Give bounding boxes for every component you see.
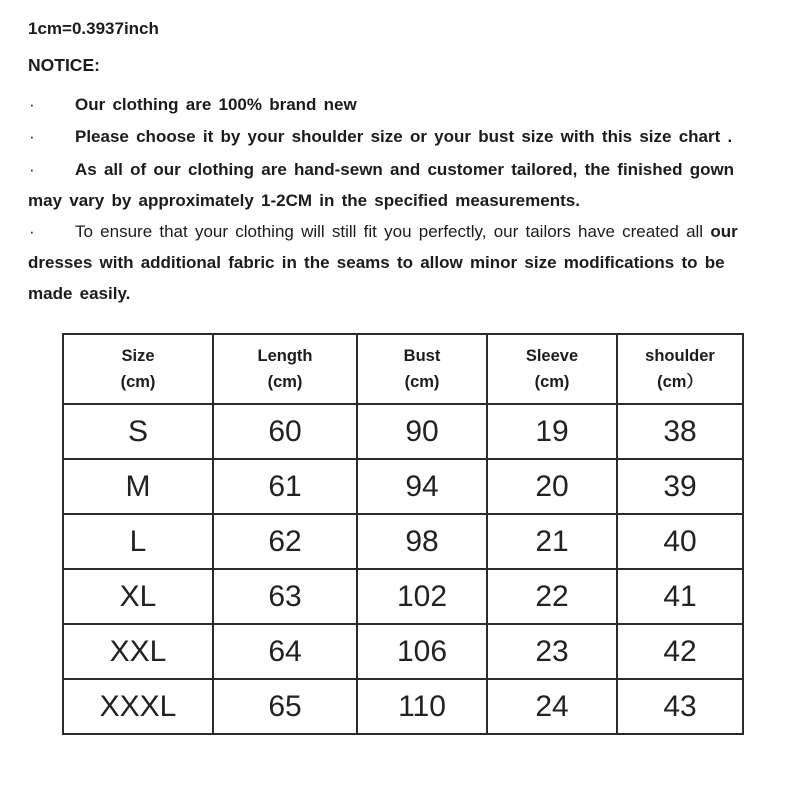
notice-bullet-hand-sewn <box>28 154 768 216</box>
notice-bullet-text-bold: our dresses with additional fabric in the seams to allow minor size modifications to be made easily. <box>28 222 738 303</box>
column-header-size <box>63 334 213 404</box>
table-row-m <box>63 459 743 514</box>
table-cell-size: XXXL <box>63 679 213 734</box>
table-cell-length: 62 <box>213 514 357 569</box>
column-label: Bust <box>403 347 441 365</box>
table-cell-shoulder: 43 <box>617 679 743 734</box>
table-row-xxxl <box>63 679 743 734</box>
table-cell-shoulder: 42 <box>617 624 743 679</box>
table-cell-sleeve: 20 <box>487 459 617 514</box>
table-cell-size: XL <box>63 569 213 624</box>
column-header-shoulder <box>617 334 743 404</box>
table-cell-shoulder: 38 <box>617 404 743 459</box>
column-unit: (cm) <box>120 373 156 391</box>
table-cell-bust: 90 <box>357 404 487 459</box>
notice-bullet-choose-size <box>28 121 768 152</box>
table-cell-sleeve: 24 <box>487 679 617 734</box>
table-row-s <box>63 404 743 459</box>
column-label: Length <box>257 347 313 365</box>
column-unit: (cm) <box>267 373 303 391</box>
table-cell-size: S <box>63 404 213 459</box>
table-cell-sleeve: 19 <box>487 404 617 459</box>
table-cell-length: 65 <box>213 679 357 734</box>
table-cell-length: 61 <box>213 459 357 514</box>
bullet-icon: · <box>29 127 35 146</box>
column-header-sleeve <box>487 334 617 404</box>
conversion-note: 1cm=0.3937inch <box>28 19 159 38</box>
table-cell-length: 63 <box>213 569 357 624</box>
table-row-l <box>63 514 743 569</box>
column-unit: (cm） <box>657 373 703 391</box>
table-cell-sleeve: 22 <box>487 569 617 624</box>
notice-bullet-text: As all of our clothing are hand-sewn and customer tailored, the finished gown may vary by approximately 1-2CM in the specified measurements. <box>28 160 735 210</box>
notice-bullet-text: Our clothing are 100% brand new <box>75 95 357 114</box>
bullet-icon: · <box>29 222 35 241</box>
table-row-xl <box>63 569 743 624</box>
column-label: Sleeve <box>525 347 579 365</box>
column-label: shoulder <box>645 347 715 365</box>
table-cell-shoulder: 41 <box>617 569 743 624</box>
table-cell-bust: 102 <box>357 569 487 624</box>
table-cell-size: L <box>63 514 213 569</box>
column-label: Size <box>121 347 155 365</box>
table-row-xxl <box>63 624 743 679</box>
bullet-icon: · <box>29 95 35 114</box>
table-cell-length: 64 <box>213 624 357 679</box>
table-cell-bust: 110 <box>357 679 487 734</box>
notice-bullet-brand-new <box>28 89 768 120</box>
notice-bullet-text: To ensure that your clothing will still fit you perfectly, our tailors have created all <box>75 222 711 241</box>
bullet-icon: · <box>29 160 35 179</box>
notice-bullet-tailors <box>28 216 768 309</box>
table-cell-length: 60 <box>213 404 357 459</box>
column-header-bust <box>357 334 487 404</box>
notice-title: NOTICE: <box>28 55 100 75</box>
table-cell-shoulder: 40 <box>617 514 743 569</box>
table-cell-size: M <box>63 459 213 514</box>
table-cell-shoulder: 39 <box>617 459 743 514</box>
size-chart-header-row <box>63 334 743 404</box>
table-cell-bust: 106 <box>357 624 487 679</box>
table-cell-bust: 94 <box>357 459 487 514</box>
notice-bullet-text: Please choose it by your shoulder size or your bust size with this size chart . <box>75 127 733 146</box>
table-cell-size: XXL <box>63 624 213 679</box>
table-cell-bust: 98 <box>357 514 487 569</box>
column-unit: (cm) <box>534 373 570 391</box>
table-cell-sleeve: 23 <box>487 624 617 679</box>
column-unit: (cm) <box>404 373 440 391</box>
size-chart-table <box>62 333 744 735</box>
table-cell-sleeve: 21 <box>487 514 617 569</box>
column-header-length <box>213 334 357 404</box>
